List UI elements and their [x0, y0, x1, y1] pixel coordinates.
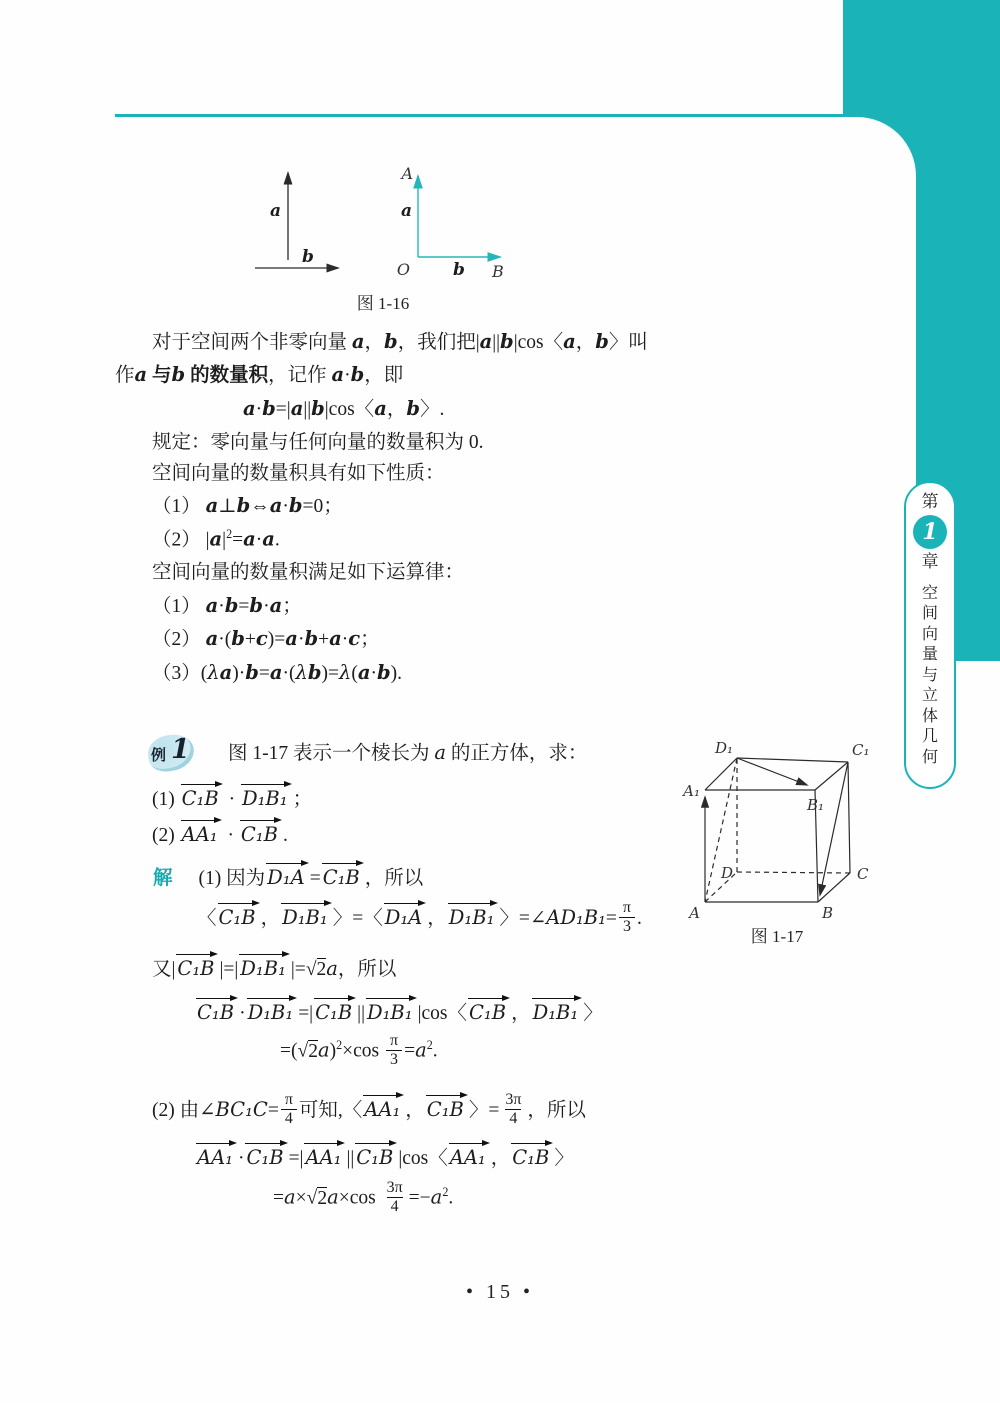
example-1-badge	[148, 733, 196, 773]
cube-label-C: C	[857, 865, 869, 883]
solution-line-8: =a×√2a×cos $\frac{3\pi}{4}$ $=-a^2$.	[273, 1179, 454, 1215]
figure-1-16	[240, 150, 550, 290]
property-1: （1） a⊥b⇔a·b=0；	[152, 494, 343, 517]
label-vector-a-right: a	[400, 201, 412, 221]
cube-label-C1: C₁	[852, 741, 870, 759]
vector-oa-ob	[418, 176, 500, 257]
page-number: • 15 •	[465, 1281, 534, 1303]
body-line-2: 作a 与b 的数量积，记作 a·b，即	[115, 363, 404, 386]
solution-1-text: (1) 因为 D₁A = C₁B ，所以	[199, 868, 424, 889]
chapter-number-circle	[913, 515, 947, 549]
chapter-number: 1	[922, 519, 938, 546]
law-3: （3）(λa)·b=a·(λb)=λ(a·b).	[152, 661, 403, 684]
example-badge-prefix: 例	[151, 748, 167, 764]
solution-line-3: 又| C₁B |=| D₁B₁ |=√2a，所以	[152, 952, 396, 982]
solution-line-6: (2) 由∠BC₁C= $\frac{\pi}{4}$ 可知,〈 AA₁ ， C₁B 〉= $\frac{3\pi}{4}$ ，所以	[152, 1091, 586, 1128]
label-point-O: O	[396, 260, 410, 279]
figure-1-16-caption: 图 1-16	[356, 294, 410, 313]
solution-line-2: 〈 C₁B ， D₁B₁ 〉=〈 D₁A ， D₁B₁ 〉=∠AD₁B₁= $\frac{\pi}{3}$ .	[197, 899, 642, 936]
body-line-properties-head: 空间向量的数量积具有如下性质：	[152, 463, 445, 484]
cube-label-A: A	[689, 904, 700, 922]
cube-label-A1: A₁	[683, 782, 700, 800]
example-intro: 图 1-17 表示一个棱长为 a 的正方体，求：	[228, 741, 588, 764]
cube-label-B1: B₁	[807, 796, 825, 814]
chapter-title-vertical: 空间向量与立体几何	[921, 584, 938, 766]
label-point-A: A	[401, 164, 413, 183]
body-line-laws-head: 空间向量的数量积满足如下运算律：	[152, 562, 465, 583]
label-vector-b-left: b	[302, 247, 314, 267]
solution-line-4: C₁B · D₁B₁ =| C₁B || D₁B₁ |cos〈 C₁B ， D₁B₁ 〉	[195, 996, 603, 1026]
example-badge-number: 1	[171, 734, 190, 765]
cube-label-D: D	[720, 864, 733, 882]
cube-label-B: B	[822, 904, 834, 922]
solution-line-1	[153, 861, 423, 891]
body-line-rule: 规定：零向量与任何向量的数量积为 0.	[152, 432, 484, 453]
body-line-1: 对于空间两个非零向量 a，b，我们把|a||b|cos〈a，b〉叫	[152, 330, 648, 353]
chapter-tab	[904, 481, 956, 789]
formula-dot-product: a·b=|a||b|cos〈a，b〉.	[243, 397, 445, 420]
solve-label: 解	[153, 868, 173, 889]
chapter-prefix: 第	[921, 492, 939, 511]
chapter-suffix: 章	[921, 552, 939, 572]
solution-line-7: AA₁ · C₁B =| AA₁ || C₁B |cos〈 AA₁ ， C₁B 〉	[195, 1141, 574, 1171]
solution-line-5: $=(√2a)^2\times\cos$ $\frac{\pi}{3}$ $=a^2$.	[280, 1032, 438, 1068]
law-2: （2） a·(b+c)=a·b+a·c；	[152, 627, 380, 650]
figure-1-17-caption: 图 1-17	[750, 927, 804, 946]
cube-label-D1: D₁	[714, 739, 733, 757]
figure-1-17	[670, 733, 895, 933]
example-item-2: (2) AA₁ · C₁B .	[152, 818, 288, 848]
label-vector-a-left: a	[269, 201, 281, 221]
label-vector-b-right: b	[453, 260, 465, 280]
law-1: （1） a·b=b·a；	[152, 594, 302, 617]
property-2: （2） $|a|^2=a\cdot a$.	[152, 527, 280, 551]
example-item-1: (1) C₁B · D₁B₁ ；	[152, 782, 312, 812]
vector-a-b-standalone	[255, 173, 338, 268]
label-point-B: B	[492, 262, 504, 281]
